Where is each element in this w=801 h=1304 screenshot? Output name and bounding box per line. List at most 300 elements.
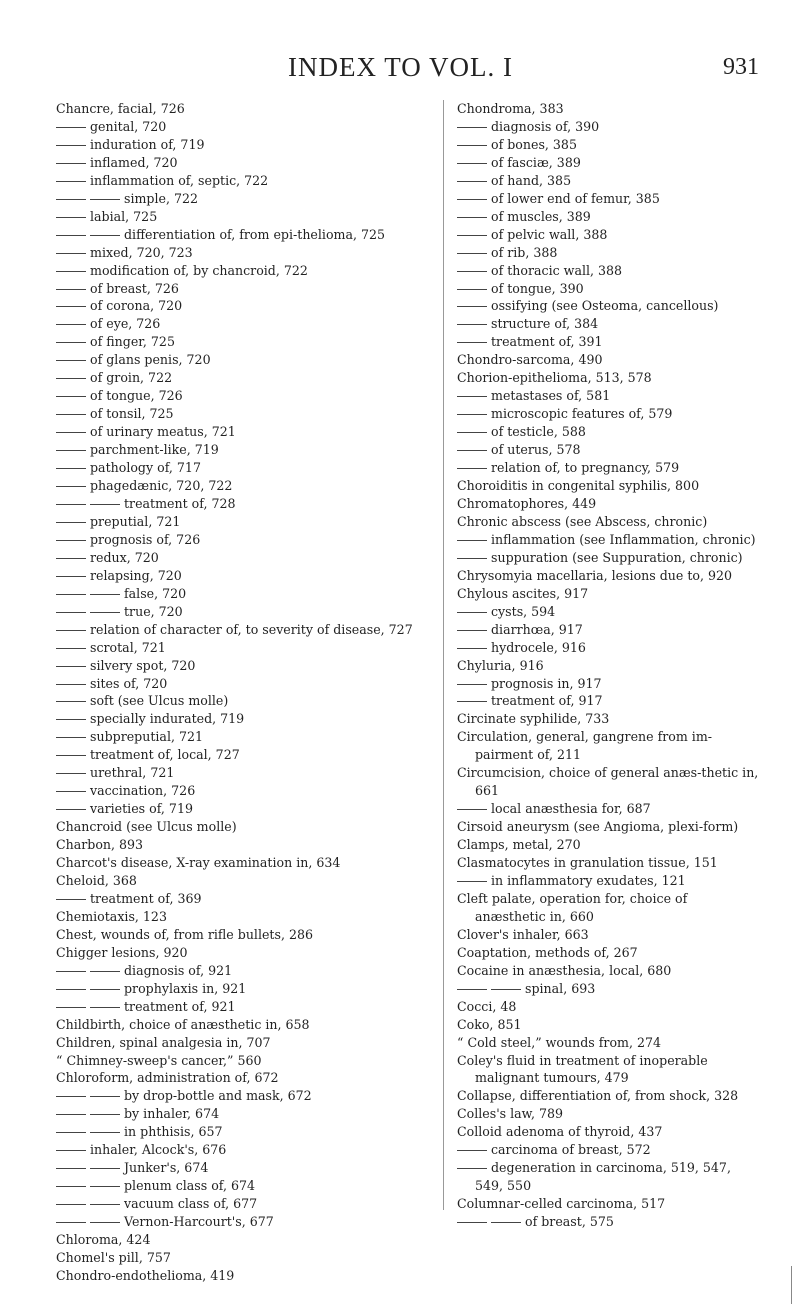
index-entry-text: of testicle, 588 [491, 424, 586, 440]
index-entry [56, 280, 416, 298]
index-entry-text: of corona, 720 [90, 298, 183, 314]
index-entry [457, 639, 759, 657]
index-entry-text: ossifying (see Osteoma, cancellous) [491, 298, 719, 314]
repeat-dash [56, 737, 86, 738]
index-entry [457, 1123, 759, 1141]
index-entry [56, 692, 416, 710]
index-entry [457, 818, 759, 836]
index-entry [56, 1267, 416, 1285]
repeat-dash [457, 145, 487, 146]
page-header [0, 52, 801, 88]
repeat-dash [56, 1150, 86, 1151]
repeat-dash [56, 342, 86, 343]
index-entry-text: by drop-bottle and mask, 672 [124, 1088, 312, 1104]
repeat-dash [457, 450, 487, 451]
index-entry [56, 262, 416, 280]
index-entry-text: Coaptation, methods of, 267 [457, 944, 638, 960]
index-entry-text: Chronic abscess (see Abscess, chronic) [457, 513, 708, 529]
index-entry-text: prognosis in, 917 [491, 675, 602, 691]
index-entry-text: prophylaxis in, 921 [124, 980, 247, 996]
index-entry [457, 692, 759, 710]
repeat-dash [457, 1168, 487, 1169]
index-entry-text: degeneration in carcinoma, 519, 547, 549, 550 [475, 1160, 731, 1194]
repeat-dash [56, 899, 86, 900]
index-entry [56, 1087, 416, 1105]
repeat-dash [56, 558, 86, 559]
index-entry-text: Chondro-endothelioma, 419 [56, 1267, 235, 1283]
index-entry-text: Coko, 851 [457, 1016, 522, 1032]
repeat-dash [90, 1222, 120, 1223]
index-entry-text: Charbon, 893 [56, 837, 144, 853]
repeat-dash [457, 630, 487, 631]
index-entry-text: Chrysomyia macellaria, lesions due to, 920 [457, 567, 733, 583]
repeat-dash [56, 378, 86, 379]
index-entry [457, 172, 759, 190]
repeat-dash [90, 1168, 120, 1169]
index-entry-text: redux, 720 [90, 549, 159, 565]
repeat-dash [56, 989, 86, 990]
index-entry-text: by inhaler, 674 [124, 1106, 220, 1122]
index-entry-text: vacuum class of, 677 [124, 1196, 258, 1212]
index-entry-text: Coley's fluid in treatment of inoperable malignant tumours, 479 [457, 1052, 708, 1086]
index-entry-text: of hand, 385 [491, 172, 572, 188]
index-entry [56, 208, 416, 226]
index-entry [56, 980, 416, 998]
index-entry-text: urethral, 721 [90, 765, 175, 781]
index-entry [56, 782, 416, 800]
index-entry [56, 190, 416, 208]
index-entry [56, 926, 416, 944]
index-entry [457, 441, 759, 459]
index-entry-text: Circumcision, choice of general anæs-thetic in, 661 [457, 765, 759, 799]
index-entry-text: Cocci, 48 [457, 998, 517, 1014]
index-entry [457, 836, 759, 854]
index-entry-text: of finger, 725 [90, 334, 175, 350]
index-entry [457, 657, 759, 675]
index-entry-text: Chigger lesions, 920 [56, 944, 188, 960]
repeat-dash [56, 773, 86, 774]
repeat-dash [457, 558, 487, 559]
repeat-dash [56, 396, 86, 397]
index-entry [457, 549, 759, 567]
repeat-dash [56, 289, 86, 290]
index-entry-text: suppuration (see Suppuration, chronic) [491, 549, 743, 565]
index-entry-text: inflamed, 720 [90, 154, 178, 170]
repeat-dash [90, 989, 120, 990]
index-entry [56, 567, 416, 585]
index-entry [56, 387, 416, 405]
index-entry-text: Chondroma, 383 [457, 101, 564, 116]
right-index-column [457, 100, 759, 1231]
index-entry-text: of glans penis, 720 [90, 352, 211, 368]
index-entry-text: subpreputial, 721 [90, 729, 204, 745]
repeat-dash [90, 594, 120, 595]
index-entry [56, 854, 416, 872]
index-entry [457, 495, 759, 513]
index-entry-text: of pelvic wall, 388 [491, 226, 608, 242]
index-entry [457, 333, 759, 351]
index-entry [457, 369, 759, 387]
index-entry-text: Clasmatocytes in granulation tissue, 151 [457, 855, 718, 871]
index-entry-text: treatment of, 921 [124, 998, 236, 1014]
index-entry [56, 1052, 416, 1070]
index-entry [457, 477, 759, 495]
index-entry [457, 100, 759, 118]
repeat-dash [457, 1222, 487, 1223]
index-entry-text: Chloroma, 424 [56, 1232, 151, 1248]
repeat-dash [56, 809, 86, 810]
index-entry-text: Cirsoid aneurysm (see Angioma, plexi-form) [457, 819, 739, 835]
index-entry-text: structure of, 384 [491, 316, 599, 332]
index-entry [457, 1105, 759, 1123]
index-entry [56, 1213, 416, 1231]
index-entry [457, 1052, 759, 1088]
repeat-dash [457, 701, 487, 702]
index-entry [457, 1016, 759, 1034]
index-entry-text: of fasciæ, 389 [491, 154, 581, 170]
repeat-dash [457, 324, 487, 325]
repeat-dash [457, 127, 487, 128]
index-entry [457, 1034, 759, 1052]
index-entry-text: relapsing, 720 [90, 567, 182, 583]
repeat-dash [56, 235, 86, 236]
repeat-dash [457, 163, 487, 164]
index-entry-text: Chylous ascites, 917 [457, 585, 589, 601]
index-entry [457, 351, 759, 369]
index-entry-text: simple, 722 [124, 190, 199, 206]
repeat-dash [457, 684, 487, 685]
repeat-dash [56, 594, 86, 595]
index-entry [56, 962, 416, 980]
index-entry [457, 531, 759, 549]
index-entry [457, 980, 759, 998]
repeat-dash [457, 989, 487, 990]
index-entry-text: spinal, 693 [525, 980, 596, 996]
index-entry [457, 154, 759, 172]
index-entry [56, 1105, 416, 1123]
repeat-dash [56, 630, 86, 631]
index-entry-text: of thoracic wall, 388 [491, 262, 623, 278]
index-entry-text: treatment of, 369 [90, 890, 202, 906]
repeat-dash [56, 755, 86, 756]
index-entry [457, 944, 759, 962]
index-entry-text: preputial, 721 [90, 513, 181, 529]
repeat-dash [56, 1168, 86, 1169]
index-entry [56, 459, 416, 477]
index-entry-text: silvery spot, 720 [90, 657, 196, 673]
index-entry [56, 1034, 416, 1052]
index-entry [56, 836, 416, 854]
index-entry [56, 1069, 416, 1087]
index-entry [457, 262, 759, 280]
index-entry-text: of breast, 575 [525, 1214, 614, 1230]
repeat-dash [56, 576, 86, 577]
index-entry-text: Charcot's disease, X-ray examination in, 634 [56, 855, 341, 871]
index-entry-text: inflammation of, septic, 722 [90, 172, 269, 188]
index-entry [56, 297, 416, 315]
index-entry [56, 908, 416, 926]
repeat-dash [56, 199, 86, 200]
repeat-dash [457, 271, 487, 272]
index-entry [56, 1159, 416, 1177]
index-entry [56, 639, 416, 657]
index-entry-text: diagnosis of, 390 [491, 118, 600, 134]
column-divider [443, 100, 444, 1210]
index-entry-text: Clamps, metal, 270 [457, 837, 581, 853]
repeat-dash [56, 324, 86, 325]
index-entry-text: Chomel's pill, 757 [56, 1250, 171, 1265]
index-entry [457, 208, 759, 226]
repeat-dash [56, 145, 86, 146]
index-entry-text: of eye, 726 [90, 316, 161, 332]
index-entry [457, 315, 759, 333]
index-entry [56, 405, 416, 423]
index-entry-text: vaccination, 726 [90, 783, 196, 799]
index-entry-text: plenum class of, 674 [124, 1178, 256, 1194]
index-entry-text: treatment of, 917 [491, 693, 603, 709]
index-entry-text: of lower end of femur, 385 [491, 190, 660, 206]
index-entry-text: Chorion-epithelioma, 513, 578 [457, 370, 652, 386]
index-entry [56, 333, 416, 351]
index-entry-text: Chondro-sarcoma, 490 [457, 352, 603, 368]
index-entry-text: hydrocele, 916 [491, 639, 586, 655]
index-entry-text: “ Chimney-sweep's cancer,” 560 [56, 1052, 262, 1068]
index-entry [56, 603, 416, 621]
index-entry-text: relation of, to pregnancy, 579 [491, 460, 680, 476]
index-entry [56, 657, 416, 675]
page-number: 931 [723, 54, 759, 80]
page-title: INDEX TO VOL. I [288, 52, 513, 82]
index-entry [56, 728, 416, 746]
index-entry [457, 710, 759, 728]
index-entry-text: genital, 720 [90, 118, 167, 134]
repeat-dash [56, 1114, 86, 1115]
index-entry [457, 226, 759, 244]
index-entry-text: of uterus, 578 [491, 442, 581, 458]
index-entry [56, 746, 416, 764]
repeat-dash [56, 306, 86, 307]
repeat-dash [90, 1114, 120, 1115]
index-entry-text: Vernon-Harcourt's, 677 [124, 1214, 274, 1230]
repeat-dash [90, 504, 120, 505]
index-entry-text: labial, 725 [90, 208, 158, 224]
repeat-dash [56, 414, 86, 415]
repeat-dash [457, 1150, 487, 1151]
index-entry [457, 585, 759, 603]
repeat-dash [90, 1186, 120, 1187]
repeat-dash [491, 1222, 521, 1223]
index-entry [457, 513, 759, 531]
repeat-dash [90, 971, 120, 972]
repeat-dash [56, 1007, 86, 1008]
repeat-dash [56, 432, 86, 433]
repeat-dash [56, 504, 86, 505]
repeat-dash [56, 719, 86, 720]
index-entry [457, 800, 759, 818]
index-entry-text: of groin, 722 [90, 370, 173, 386]
index-entry-text: of breast, 726 [90, 280, 179, 296]
index-entry-text: false, 720 [124, 585, 187, 601]
repeat-dash [457, 199, 487, 200]
index-entry [56, 549, 416, 567]
index-entry-text: pathology of, 717 [90, 460, 201, 476]
index-entry-text: Cleft palate, operation for, choice of anæsthetic in, 660 [457, 890, 688, 924]
repeat-dash [491, 989, 521, 990]
index-entry-text: induration of, 719 [90, 136, 205, 152]
repeat-dash [90, 1132, 120, 1133]
index-entry-text: modification of, by chancroid, 722 [90, 262, 308, 278]
index-entry-text: Chest, wounds of, from rifle bullets, 286 [56, 926, 314, 942]
index-entry [56, 890, 416, 908]
index-entry-text: Colloid adenoma of thyroid, 437 [457, 1124, 663, 1140]
repeat-dash [56, 522, 86, 523]
repeat-dash [56, 666, 86, 667]
index-entry-text: Chancroid (see Ulcus molle) [56, 819, 237, 835]
index-entry [56, 369, 416, 387]
index-entry-text: of bones, 385 [491, 136, 577, 152]
index-entry [457, 1087, 759, 1105]
index-entry-text: Chancre, facial, 726 [56, 101, 185, 116]
repeat-dash [56, 1096, 86, 1097]
repeat-dash [90, 199, 120, 200]
index-entry [56, 100, 416, 118]
index-entry-text: Chemiotaxis, 123 [56, 908, 167, 924]
repeat-dash [56, 1132, 86, 1133]
index-entry-text: soft (see Ulcus molle) [90, 693, 229, 709]
index-entry-text: Choroiditis in congenital syphilis, 800 [457, 478, 700, 494]
index-entry-text: diagnosis of, 921 [124, 962, 233, 978]
index-entry-text: in inflammatory exudates, 121 [491, 872, 686, 888]
index-entry [457, 872, 759, 890]
index-entry-text: parchment-like, 719 [90, 442, 219, 458]
index-entry [457, 854, 759, 872]
repeat-dash [56, 127, 86, 128]
index-entry [56, 477, 416, 495]
index-entry-text: Chyluria, 916 [457, 657, 544, 673]
index-entry-text: treatment of, 728 [124, 495, 236, 511]
index-entry-text: of muscles, 389 [491, 208, 591, 224]
repeat-dash [457, 881, 487, 882]
index-entry [56, 818, 416, 836]
repeat-dash [56, 360, 86, 361]
index-entry [457, 118, 759, 136]
index-entry-text: metastases of, 581 [491, 388, 611, 404]
repeat-dash [457, 235, 487, 236]
index-entry-text: Columnar-celled carcinoma, 517 [457, 1196, 666, 1212]
repeat-dash [56, 253, 86, 254]
repeat-dash [457, 289, 487, 290]
index-entry [457, 926, 759, 944]
index-entry [56, 764, 416, 782]
index-entry [56, 585, 416, 603]
index-entry-text: true, 720 [124, 603, 183, 619]
index-entry-text: mixed, 720, 723 [90, 244, 193, 260]
index-entry-text: Cheloid, 368 [56, 872, 137, 888]
index-entry [457, 244, 759, 262]
repeat-dash [56, 791, 86, 792]
repeat-dash [457, 342, 487, 343]
repeat-dash [457, 217, 487, 218]
repeat-dash [56, 217, 86, 218]
index-entry [56, 1177, 416, 1195]
index-entry [457, 962, 759, 980]
index-entry [457, 459, 759, 477]
index-entry [457, 621, 759, 639]
index-entry [56, 226, 416, 244]
index-entry-text: of tonsil, 725 [90, 406, 174, 422]
repeat-dash [56, 468, 86, 469]
repeat-dash [90, 1096, 120, 1097]
index-entry [457, 998, 759, 1016]
index-entry [457, 405, 759, 423]
repeat-dash [56, 971, 86, 972]
index-entry [56, 351, 416, 369]
index-entry-text: Childbirth, choice of anæsthetic in, 658 [56, 1016, 310, 1032]
repeat-dash [56, 684, 86, 685]
index-entry-text: cysts, 594 [491, 603, 556, 619]
index-entry [56, 1231, 416, 1249]
index-entry-text: of rib, 388 [491, 244, 558, 260]
index-entry-text: varieties of, 719 [90, 801, 193, 817]
repeat-dash [56, 612, 86, 613]
index-entry [56, 1016, 416, 1034]
repeat-dash [457, 540, 487, 541]
index-entry-text: Children, spinal analgesia in, 707 [56, 1034, 271, 1050]
index-entry [56, 244, 416, 262]
page-edge-mark [791, 1266, 792, 1304]
index-entry [56, 1249, 416, 1267]
index-entry-text: prognosis of, 726 [90, 531, 201, 547]
index-entry-text: Chromatophores, 449 [457, 495, 597, 511]
index-entry-text: phagedænic, 720, 722 [90, 478, 233, 494]
repeat-dash [56, 163, 86, 164]
index-entry [56, 621, 416, 639]
index-entry-text: microscopic features of, 579 [491, 406, 673, 422]
index-entry [56, 998, 416, 1016]
index-entry-text: treatment of, local, 727 [90, 747, 240, 763]
index-entry [457, 136, 759, 154]
index-entry [56, 172, 416, 190]
index-entry [457, 423, 759, 441]
repeat-dash [457, 253, 487, 254]
index-entry-text: Collapse, differentiation of, from shock, 328 [457, 1088, 739, 1104]
index-entry-text: local anæsthesia for, 687 [491, 801, 651, 817]
repeat-dash [457, 648, 487, 649]
repeat-dash [56, 1204, 86, 1205]
repeat-dash [56, 648, 86, 649]
index-entry [457, 1195, 759, 1213]
index-entry [457, 190, 759, 208]
left-index-column [56, 100, 416, 1285]
index-entry [457, 1141, 759, 1159]
index-entry [56, 1123, 416, 1141]
index-entry [56, 513, 416, 531]
index-entry [457, 1159, 759, 1195]
index-entry-text: Clover's inhaler, 663 [457, 926, 589, 942]
repeat-dash [90, 235, 120, 236]
index-entry-text: Junker's, 674 [124, 1160, 209, 1176]
index-entry-text: inflammation (see Inflammation, chronic) [491, 531, 756, 547]
index-entry-text: of urinary meatus, 721 [90, 424, 236, 440]
repeat-dash [457, 181, 487, 182]
index-entry [457, 764, 759, 800]
index-entry-text: Chloroform, administration of, 672 [56, 1070, 279, 1086]
index-entry [56, 136, 416, 154]
repeat-dash [56, 181, 86, 182]
index-entry-text: “ Cold steel,” wounds from, 274 [457, 1034, 662, 1050]
index-entry [56, 423, 416, 441]
index-entry [56, 441, 416, 459]
